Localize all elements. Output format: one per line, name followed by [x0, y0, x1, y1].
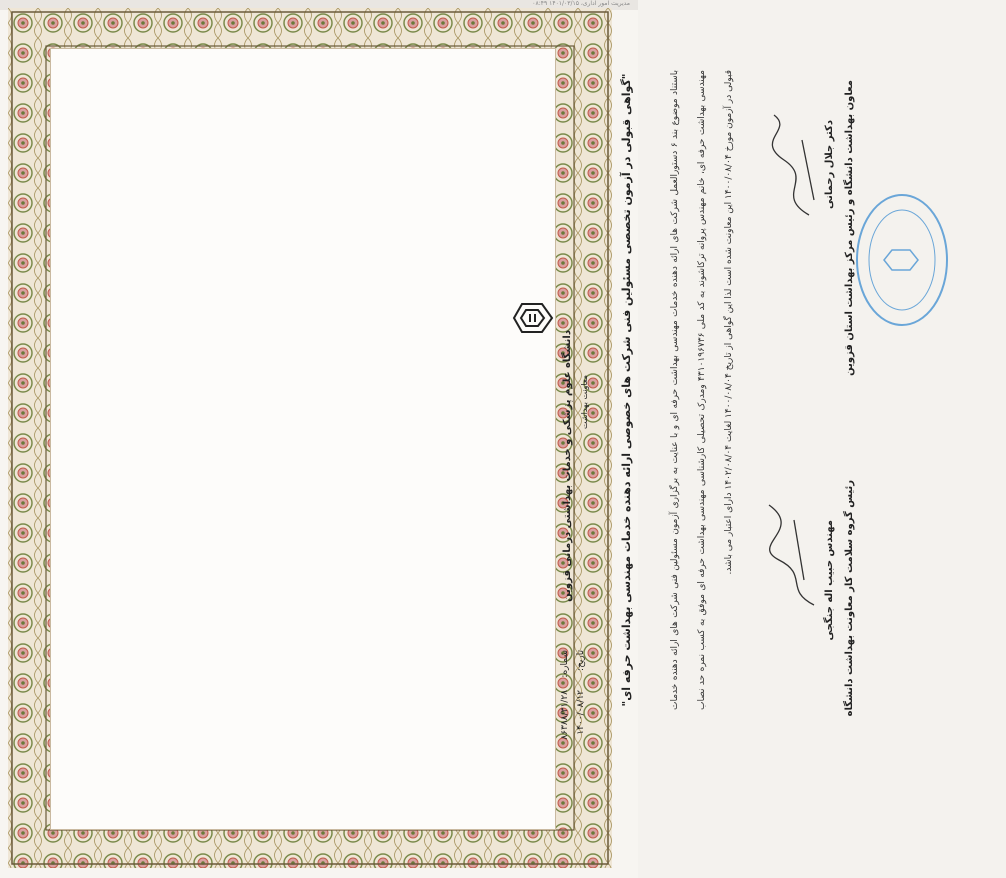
certificate-title: "گواهی قبولی در آزمون تخصصی مسئولین فنی شرکت های خصوصی ارائه دهنده خدمات مهندسی بهداشت حرفه ای"	[620, 73, 633, 707]
signatory-2-name: دکتر جلال رحمانی	[824, 120, 835, 209]
date-value: ۱۴۰۰/۰۸/۱۲	[576, 690, 586, 735]
deputy-name: معاونت بهداشت	[580, 375, 589, 429]
signature-2	[764, 110, 824, 220]
scan-header-ref: مدیریت امور اداری، ۱۴۰۱/۰۳/۱۵ ۰۸:۴۹	[532, 0, 630, 7]
signatory-1-role: رئیس گروه سلامت کار معاونت بهداشت دانشگاه	[844, 480, 855, 717]
rotated-certificate-content	[502, 0, 1006, 780]
signatory-1-name: مهندس حبیب اله جنگجی	[824, 520, 835, 641]
certificate-body-text: باستناد موضوع بند ۶ دستورالعمل شرکت های ارائه دهنده خدمات مهندسی بهداشت حرفه ای و با عنایت به برگزاری آزمون مسئولین فنی شرکت های ارائه دهنده خدمات مهندسی بهداشت حرفه ای، خانم مهندس پروانه ترکاشوند به کد ملی ۴۳۱۰۱۹۶۷۳۶ ومدرک تحصیلی کارشناسی مهندسی بهداشت حرفه ای موفق به کسب نمره حد نصاب قبولی در آزمون مورخ ۱۴۰۰/۰۸/۰۴ این معاونت شده است لذا این گواهی از تاریخ ۱۴۰۰/۰۸/۰۴ لغایت ۱۴۰۲/۰۸/۰۴ دارای اعتبار می باشد.	[670, 70, 734, 710]
number-value: ۸۶۳۸۸/۳۱/۲۸	[560, 690, 570, 740]
university-logo-icon	[512, 300, 554, 336]
number-label: شماره:	[560, 650, 570, 678]
university-name: دانشگاه علوم پزشکی و خدمات بهداشتی درمانی قزوین	[562, 330, 573, 602]
signatory-2-role: معاون بهداشت دانشگاه و رئیس مرکز بهداشت استان قزوین	[844, 80, 855, 376]
signature-1	[764, 500, 824, 610]
certificate-body	[50, 48, 556, 830]
official-stamp	[852, 190, 952, 330]
date-label: تاریخ:	[576, 650, 586, 671]
